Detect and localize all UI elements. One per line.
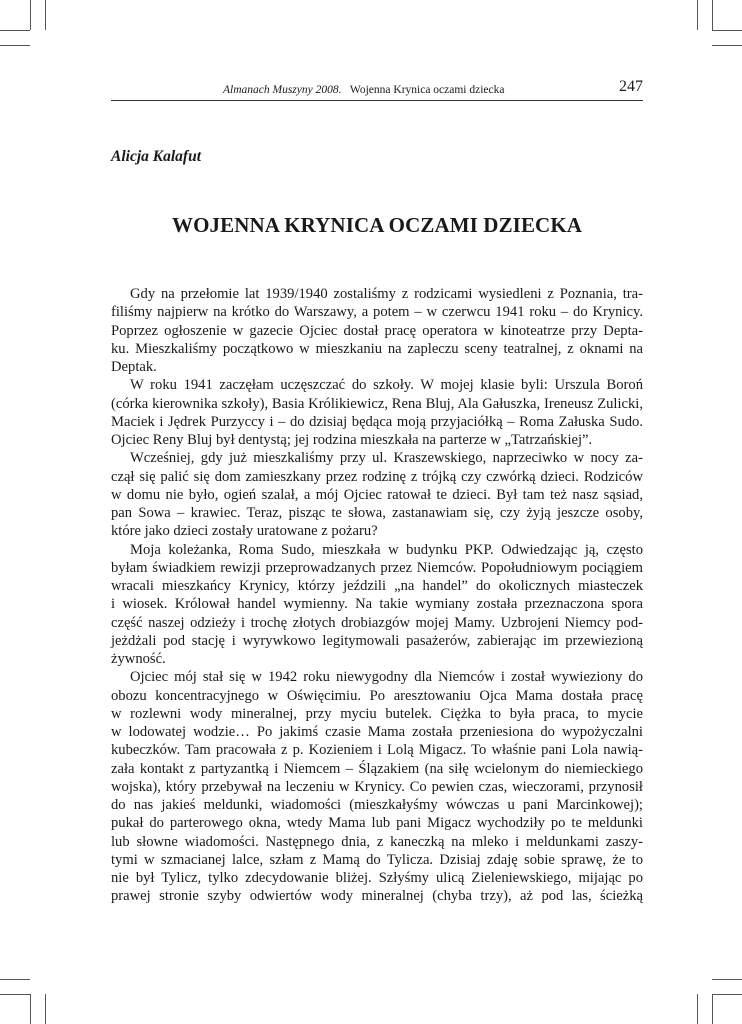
crop-mark xyxy=(712,994,742,995)
crop-mark xyxy=(30,0,31,30)
text-line: Gdy na przełomie lat 1939/1940 zostaliśmy z rodzicami wysiedleni z Poznania, tra- xyxy=(130,286,643,302)
crop-mark xyxy=(712,30,742,31)
text-line: w lodowatej wodzie… Po jakimś czasie Mama została przeniesiona do wypożyczalni xyxy=(111,724,643,740)
text-line: byłam świadkiem rewizji przeprowadzanych przez Niemców. Popołudniowym pociągiem xyxy=(111,559,643,576)
crop-mark xyxy=(697,994,698,1024)
text-line: Moja koleżanka, Roma Sudo, mieszkała w budynku PKP. Odwiedzając ją, często xyxy=(130,541,643,558)
paragraph xyxy=(111,449,643,540)
crop-mark xyxy=(712,994,713,1024)
article-title: WOJENNA KRYNICA OCZAMI DZIECKA xyxy=(171,213,583,237)
crop-mark xyxy=(697,0,698,30)
text-line: pukał do parterowego okna, wtedy Mama lub pani Migacz wychodziły po te meldunki xyxy=(111,815,643,832)
paragraph xyxy=(111,541,643,669)
text-line: Ojciec Reny Bluj był dentystą; jej rodzina mieszkała na parterze w „Tatrzańskiej”. xyxy=(111,432,593,448)
crop-mark xyxy=(0,994,30,995)
text-line: pan Sowa – krawiec. Teraz, pisząc te słowa, zastanawiam się, czy żyją jeszcze osoby, xyxy=(111,505,643,521)
text-line: część naszej odzieży i trochę złotych drobiazgów mojej Mamy. Uzbrojeni Niemcy pod- xyxy=(111,614,643,631)
text-line: filiśmy najpierw na krótko do Warszawy, a potem – w czerwcu 1941 roku – do Krynicy. xyxy=(111,304,643,321)
crop-mark xyxy=(0,30,30,31)
text-line: Wcześniej, gdy już mieszkaliśmy przy ul. Kraszewskiego, naprzeciwko w nocy za- xyxy=(130,450,643,467)
running-header xyxy=(111,78,643,101)
page-number: 247 xyxy=(619,78,643,95)
paragraph xyxy=(111,285,643,376)
text-line: nie był Tylicz, tylko zdecydowanie bliżej. Szłyśmy ulicą Zieleniewskiego, mijając po xyxy=(111,870,643,886)
text-line: w domu nie było, ogień szalał, a mój Ojciec ratował te dzieci. Był tam też nasz sąsiad, xyxy=(111,486,643,503)
author-name: Alicja Kalafut xyxy=(111,148,201,165)
text-line: wracali mieszkańcy Krynicy, którzy jeździli „na handel” do okolicznych miasteczek xyxy=(111,578,643,594)
text-line: lub słowne wiadomości. Następnego dnia, z kaneczką na mleko i meldunkami zaszy- xyxy=(111,833,643,850)
text-line: W roku 1941 zaczęłam uczęszczać do szkoły. W mojej klasie byli: Urszula Boroń xyxy=(130,377,643,394)
text-line: żywność. xyxy=(111,651,166,667)
article-short-title: Wojenna Krynica oczami dziecka xyxy=(349,84,505,96)
text-line: i wiosek. Królował handel wymienny. Na takie wymiany została przeznaczona spora xyxy=(111,596,643,613)
crop-mark xyxy=(45,994,46,1024)
crop-mark xyxy=(0,45,30,46)
crop-mark xyxy=(712,979,742,980)
text-line: (córka kierownika szkoły), Basia Królikiewicz, Rena Bluj, Ala Gałuszka, Ireneusz Zulicki, xyxy=(111,395,643,412)
paragraph xyxy=(111,376,643,449)
text-line: prawej stronie szyby odwiertów wody mineralnej (chyba trzy), aż pod las, ścieżką xyxy=(111,888,643,905)
text-line: tymi w szmacianej lalce, szłam z Mamą do Tylicza. Dzisiaj zdaję sobie sprawę, że to xyxy=(111,851,643,868)
crop-mark xyxy=(712,0,713,30)
text-line: ku. Mieszkaliśmy początkowo w mieszkaniu na zapleczu sceny teatralnej, z oknami na xyxy=(111,340,643,357)
text-line: Ojciec mój stał się w 1942 roku niewygodny dla Niemców i został wywieziony do xyxy=(130,669,643,686)
text-line: Poprzez ogłoszenie w gazecie Ojciec dostał pracę operatora w kinoteatrze przy Depta- xyxy=(111,322,643,339)
text-line: do nas jakieś meldunki, wiadomości (mieszkałyśmy wówczas u pani Marcinkowej); xyxy=(111,797,643,813)
text-line: w rozlewni wody mineralnej, przy myciu butelek. Ciężka to była praca, to mycie xyxy=(111,705,643,722)
text-line: wojska), który przebywał na leczeniu w Krynicy. Co pewien czas, wieczorami, przynosił xyxy=(111,778,643,795)
text-line: kubeczków. Tam pracowała z p. Kozieniem i Lolą Migacz. To właśnie pani Lola nawią- xyxy=(111,742,643,759)
text-line: jeżdżali pod stację i wyrywkowo legitymowali pasażerów, zabierając im przewiezioną xyxy=(111,632,643,649)
text-line: Deptak. xyxy=(111,359,157,375)
paragraph xyxy=(111,668,643,905)
header-text xyxy=(223,84,505,96)
article-body xyxy=(111,285,643,906)
text-line: Maciek i Jędrek Purzyccy i – do dzisiaj będąca moją przyjaciółką – Roma Załuska Sudo. xyxy=(111,413,643,430)
crop-mark xyxy=(45,0,46,30)
crop-mark xyxy=(712,45,742,46)
journal-name: Almanach Muszyny 2008. xyxy=(223,84,342,96)
text-line: które jako dzieci zostały uratowane z pożaru? xyxy=(111,523,378,540)
text-line: obozu koncentracyjnego w Oświęcimiu. Po aresztowaniu Ojca Mama dostała pracę xyxy=(111,687,643,704)
text-line: zała kontakt z partyzantką i Niemcem – Ślązakiem (na siłę wcielonym do niemieckiego xyxy=(111,760,643,777)
text-line: czął się palić się dom zamieszkany przez rodzinę z trójką czy czwórką dzieci. Rodziców xyxy=(111,468,643,485)
crop-mark xyxy=(0,979,30,980)
crop-mark xyxy=(30,994,31,1024)
